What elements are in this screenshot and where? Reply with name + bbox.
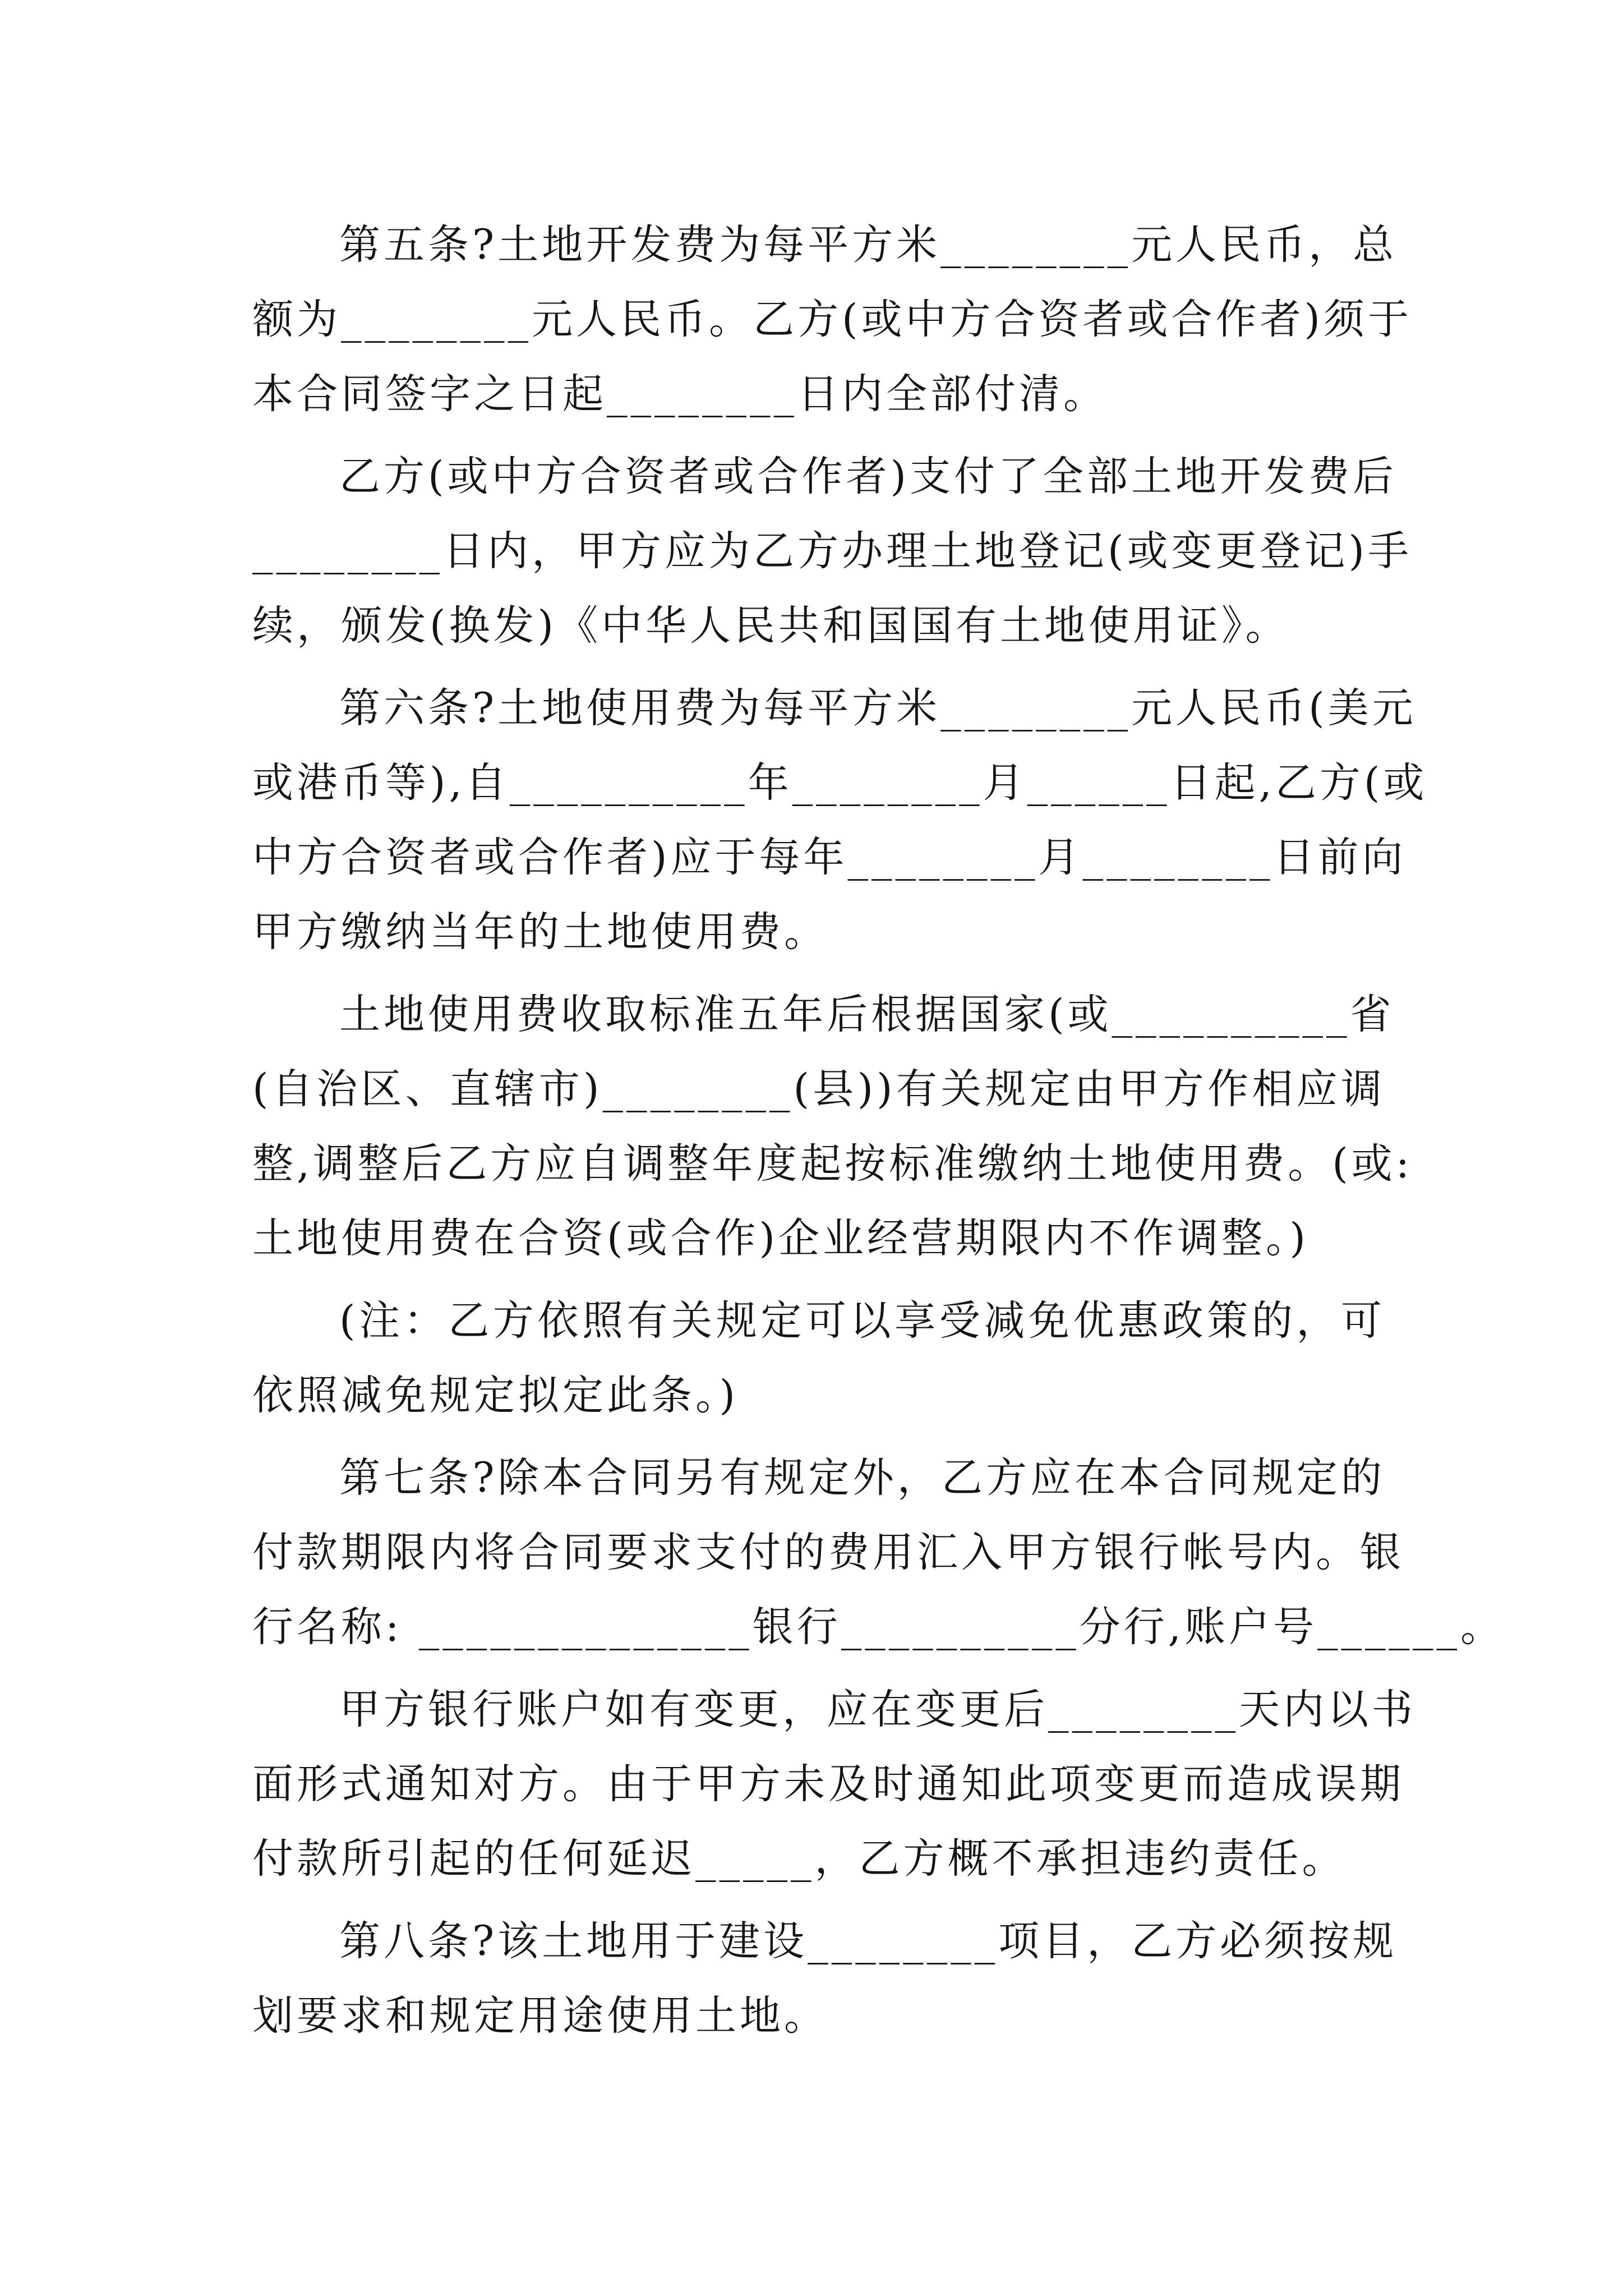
text-line: 依照减免规定拟定此条。) bbox=[252, 1372, 739, 1419]
text-line: 付款所引起的任何延迟_____，乙方概不承担违约责任。 bbox=[252, 1835, 1347, 1883]
text-line: 第五条?土地开发费为每平方米________元人民币，总 bbox=[339, 221, 1398, 269]
para-7-line-3 bbox=[252, 1825, 1385, 1893]
text-line: 土地使用费在合资(或合作)企业经营期限内不作调整。) bbox=[252, 1214, 1309, 1262]
para-3-line-1 bbox=[339, 675, 1417, 742]
para-2-line-2 bbox=[252, 518, 1412, 585]
text-line: 第八条?该土地用于建设________项目，乙方必须按规 bbox=[339, 1917, 1398, 1965]
text-line: 甲方银行账户如有变更，应在变更后________天内以书 bbox=[339, 1686, 1416, 1733]
para-7-line-1 bbox=[339, 1676, 1416, 1743]
para-2-line-1 bbox=[339, 443, 1397, 510]
para-6-line-3 bbox=[252, 1594, 1505, 1661]
text-line: 土地使用费收取标准五年后根据国家(或__________省 bbox=[339, 991, 1395, 1038]
para-3-line-4 bbox=[252, 899, 1385, 966]
para-4-line-4 bbox=[252, 1205, 1385, 1272]
para-5-line-2 bbox=[252, 1362, 1385, 1429]
para-7-line-2 bbox=[252, 1751, 1404, 1818]
para-8-line-1 bbox=[339, 1908, 1398, 1975]
text-line: 中方合资者或合作者)应于每年________月________日前向 bbox=[252, 834, 1407, 881]
text-line: 续，颁发(换发)《中华人民共和国国有土地使用证》。 bbox=[252, 602, 1290, 650]
text-line: 第六条?土地使用费为每平方米________元人民币(美元 bbox=[339, 684, 1417, 732]
para-6-line-1 bbox=[339, 1444, 1385, 1512]
text-line: 甲方缴纳当年的土地使用费。 bbox=[252, 908, 828, 956]
para-1-line-1 bbox=[339, 211, 1398, 279]
text-line: 划要求和规定用途使用土地。 bbox=[252, 1992, 828, 2040]
para-3-line-2 bbox=[252, 749, 1428, 817]
para-4-line-3 bbox=[252, 1130, 1413, 1198]
text-line: 乙方(或中方合资者或合作者)支付了全部土地开发费后 bbox=[339, 453, 1397, 500]
text-line: 行名称: ______________银行__________分行,账户号______。 bbox=[252, 1603, 1505, 1651]
para-1-line-3 bbox=[252, 361, 1385, 428]
text-line: 或港币等),自__________年________月______日起,乙方(或 bbox=[252, 759, 1428, 807]
para-5-line-1 bbox=[339, 1287, 1385, 1355]
text-line: 付款期限内将合同要求支付的费用汇入甲方银行帐号内。银 bbox=[252, 1529, 1404, 1576]
text-line: 额为________元人民币。乙方(或中方合资者或合作者)须于 bbox=[252, 296, 1412, 343]
text-line: 本合同签字之日起________日内全部付清。 bbox=[252, 370, 1108, 418]
para-4-line-1 bbox=[339, 981, 1395, 1048]
para-1-line-2 bbox=[252, 286, 1412, 353]
text-line: 面形式通知对方。由于甲方未及时通知此项变更而造成误期 bbox=[252, 1760, 1404, 1808]
text-line: ________日内，甲方应为乙方办理土地登记(或变更登记)手 bbox=[252, 527, 1412, 575]
text-line: (注：乙方依照有关规定可以享受减免优惠政策的，可 bbox=[339, 1297, 1385, 1345]
text-line: 第七条?除本合同另有规定外，乙方应在本合同规定的 bbox=[339, 1454, 1385, 1502]
para-6-line-2 bbox=[252, 1519, 1404, 1586]
text-line: (自治区、直辖市)________(县))有关规定由甲方作相应调 bbox=[252, 1065, 1385, 1113]
para-2-line-3 bbox=[252, 592, 1385, 660]
para-4-line-2 bbox=[252, 1056, 1385, 1123]
para-8-line-2 bbox=[252, 1982, 1385, 2050]
text-line: 整,调整后乙方应自调整年度起按标准缴纳土地使用费。(或: bbox=[252, 1140, 1413, 1188]
para-3-line-3 bbox=[252, 824, 1407, 891]
